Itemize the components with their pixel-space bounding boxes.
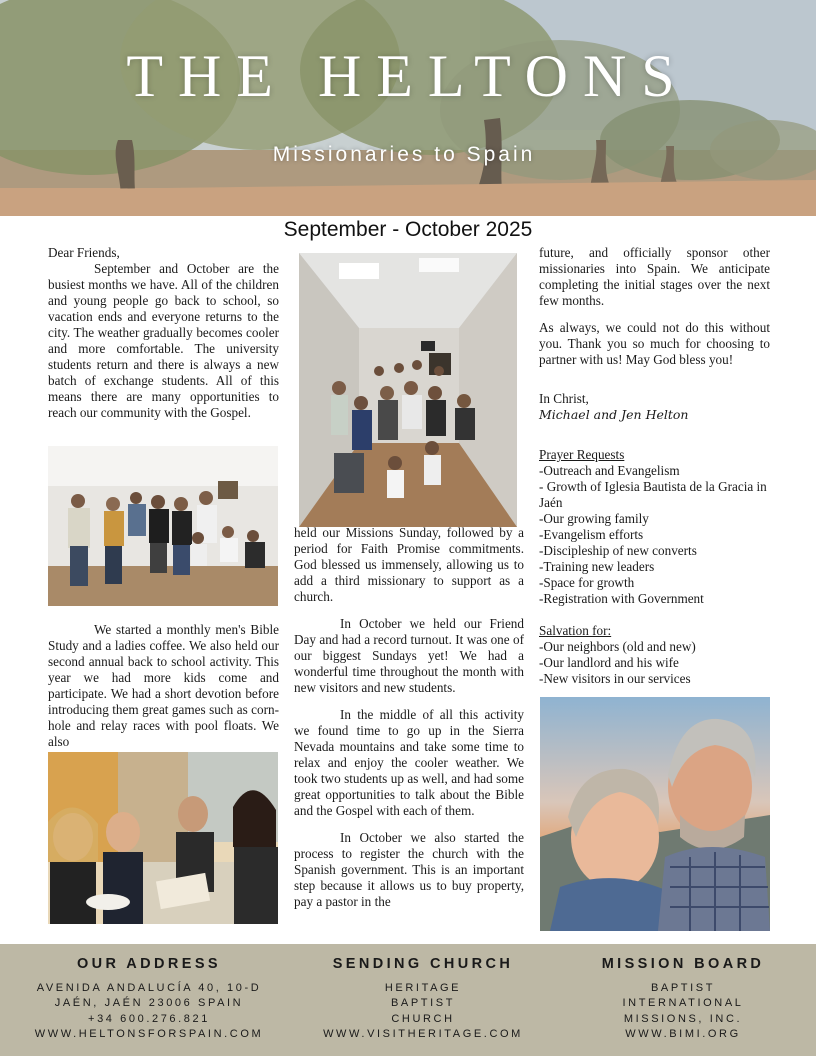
address-line: JAÉN, JAÉN 23006 SPAIN	[54, 997, 244, 1010]
mission-board-heading: MISSION BOARD	[601, 956, 765, 972]
footer-mission-board	[560, 956, 806, 1042]
paragraph-4: In October we held our Friend Day and had a record turnout. It was one of our biggest Sundays yet! We had a wonderful time throughout the month with new visitors and new students.	[294, 616, 524, 695]
paragraph-5: In the middle of all this activity we found time to go up in the Sierra Nevada mountains and take some time to relax and enjoy the cooler weather. We took two students up as well, and had some great opportunities to talk about the Bible and the Gospel with each of them.	[294, 707, 524, 818]
sending-church-heading: SENDING CHURCH	[332, 956, 514, 972]
closing: In Christ,	[539, 391, 589, 406]
header-banner	[0, 0, 816, 216]
photo-missions-sunday-group	[299, 253, 517, 527]
letter-column-1-bottom	[48, 622, 279, 750]
letter-column-1-top	[48, 245, 279, 421]
phone-number: +34 600.276.821	[88, 1012, 210, 1025]
church-name-line: BAPTIST	[390, 997, 456, 1010]
church-website-link[interactable]: WWW.VISITHERITAGE.COM	[323, 1027, 523, 1040]
newsletter-title: THE HELTONS	[126, 43, 690, 109]
church-name-line: HERITAGE	[384, 982, 462, 994]
paragraph-3: held our Missions Sunday, followed by a period for Faith Promise commitments. God blessed us immensely, allowing us to add a third missionary to support as a church.	[294, 525, 524, 604]
paragraph-7: future, and officially sponsor other missionaries into Spain. We anticipate completing the initial stages over the next few months.	[539, 245, 770, 308]
address-heading: OUR ADDRESS	[76, 956, 221, 972]
salvation-heading: Salvation for:	[539, 623, 612, 638]
prayer-item: -Outreach and Evangelism	[539, 463, 680, 478]
footer-sending-church	[300, 956, 546, 1042]
board-name-line: INTERNATIONAL	[622, 997, 744, 1010]
board-name-line: MISSIONS, INC.	[623, 1012, 743, 1025]
prayer-item: - Growth of Iglesia Bautista de la Gracia in Jaén	[539, 479, 767, 510]
prayer-item: -Space for growth	[539, 575, 635, 590]
footer-address	[18, 956, 280, 1042]
footer	[0, 944, 816, 1056]
prayer-item: -Training new leaders	[539, 559, 655, 574]
salvation-item: -Our landlord and his wife	[539, 655, 679, 670]
prayer-item: -Evangelism efforts	[539, 527, 644, 542]
website-link[interactable]: WWW.HELTONSFORSPAIN.COM	[34, 1027, 264, 1040]
newsletter-subtitle: Missionaries to Spain	[272, 143, 536, 166]
board-name-line: BAPTIST	[650, 982, 716, 994]
board-website-link[interactable]: WWW.BIMI.ORG	[625, 1027, 741, 1040]
prayer-requests-heading: Prayer Requests	[539, 447, 625, 462]
issue-date: September - October 2025	[283, 218, 533, 241]
salvation-item: -New visitors in our services	[539, 671, 691, 686]
letter-column-2	[294, 525, 524, 910]
photo-michael-and-jen	[540, 697, 770, 931]
address-line: AVENIDA ANDALUCÍA 40, 10-D	[36, 982, 262, 994]
letter-column-3	[539, 245, 770, 687]
prayer-item: -Our growing family	[539, 511, 649, 526]
prayer-item: -Registration with Government	[539, 591, 704, 606]
prayer-item: -Discipleship of new converts	[539, 543, 697, 558]
salvation-item: -Our neighbors (old and new)	[539, 639, 696, 654]
paragraph-2: We started a monthly men's Bible Study and a ladies coffee. We also held our second annual back to school activity. This year we had more kids come and participate. We had a short devotion before introducing them great games such as corn-hole and relay races with pool floats. We also	[48, 622, 279, 749]
church-name-line: CHURCH	[391, 1012, 455, 1025]
greeting: Dear Friends,	[48, 245, 120, 260]
photo-back-to-school-group	[48, 446, 278, 606]
photo-ladies-coffee	[48, 752, 278, 924]
paragraph-6: In October we also started the process to register the church with the Spanish government. This is an important step because it allows us to buy property, pay a pastor in the	[294, 830, 524, 909]
paragraph-1: September and October are the busiest months we have. All of the children and young people go back to school, so vacation ends and everyone returns to the city. The weather gradually becomes cooler and more comfortable. The university students return and there is always a new batch of exchange students. All of this means there are many opportunities to reach our community with the Gospel.	[48, 261, 279, 420]
signature: Michael and Jen Helton	[539, 407, 689, 422]
paragraph-8: As always, we could not do this without you. Thank you so much for choosing to partner with us! May God bless you!	[539, 320, 770, 367]
